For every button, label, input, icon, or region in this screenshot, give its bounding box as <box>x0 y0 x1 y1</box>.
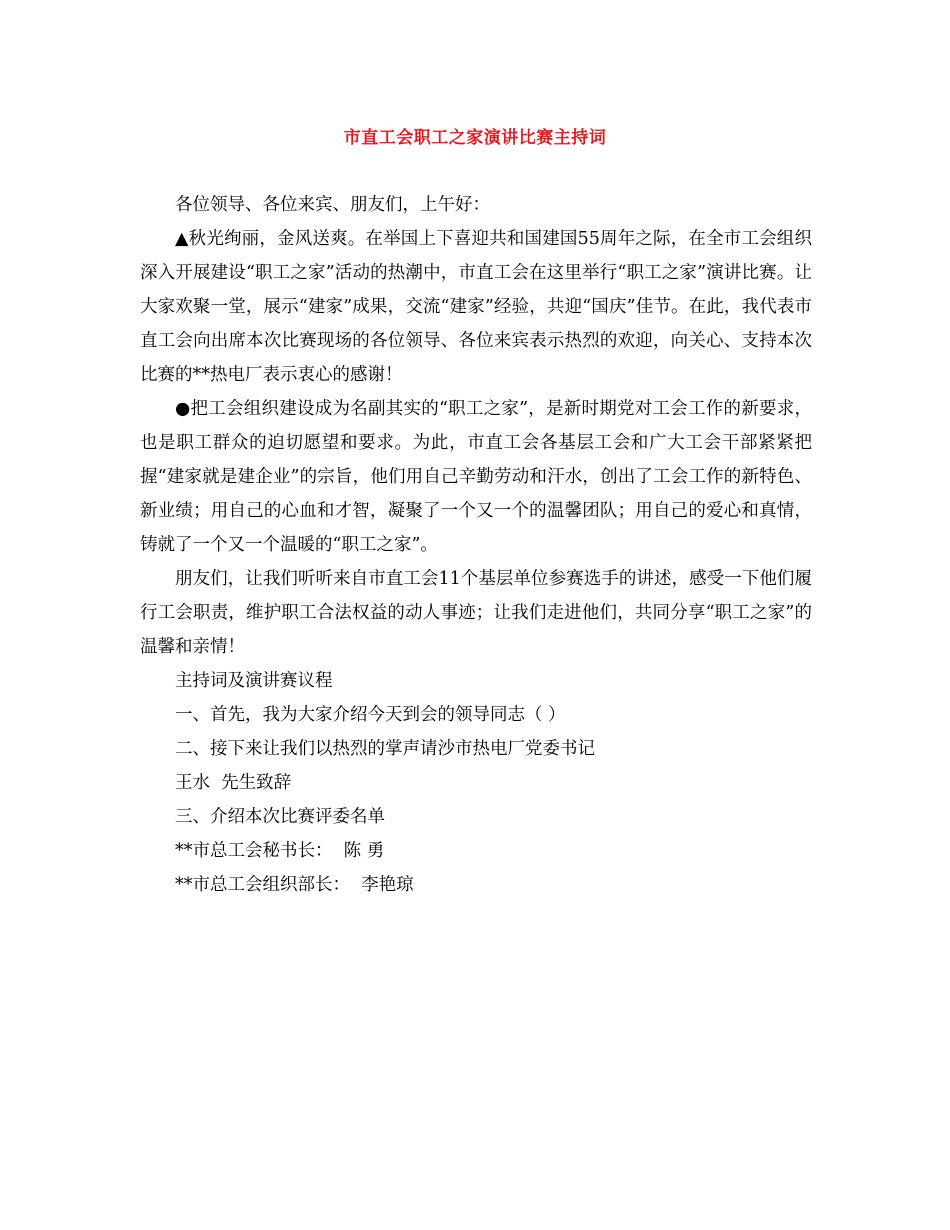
union-paragraph: ●把工会组织建设成为名副其实的“职工之家”，是新时期党对工会工作的新要求，也是职工群众的迫切愿望和要求。为此，市直工会各基层工会和广大工会干部紧紧把握“建家就是建企业”的宗旨，他们用自己辛勤劳动和汗水，创出了工会工作的新特色、新业绩；用自己的心血和才智，凝聚了一个又一个的温馨团队；用自己的爱心和真情，铸就了一个又一个温暖的“职工之家”。 <box>140 399 812 555</box>
judge-line-2: **市总工会组织部长： 李艳琼 <box>175 875 414 895</box>
document-body <box>140 188 812 902</box>
agenda-item-2: 二、接下来让我们以热烈的掌声请沙市热电厂党委书记 <box>175 739 595 759</box>
agenda-item-2-continued: 王水 先生致辞 <box>175 773 292 793</box>
greeting-paragraph: 各位领导、各位来宾、朋友们，上午好： <box>175 195 490 215</box>
opening-paragraph: ▲秋光绚丽，金风送爽。在举国上下喜迎共和国建国55周年之际，在全市工会组织深入开展建设“职工之家”活动的热潮中，市直工会在这里举行“职工之家”演讲比赛。让大家欢聚一堂，展示“建家”成果，交流“建家”经验，共迎“国庆”佳节。在此，我代表市直工会向出席本次比赛现场的各位领导、各位来宾表示热烈的欢迎，向关心、支持本次比赛的**热电厂表示衷心的感谢！ <box>140 229 812 385</box>
agenda-item-1: 一、首先，我为大家介绍今天到会的领导同志（ ） <box>175 705 566 725</box>
agenda-item-3: 三、介绍本次比赛评委名单 <box>175 807 385 827</box>
document-title: 市直工会职工之家演讲比赛主持词 <box>343 128 607 148</box>
agenda-heading: 主持词及演讲赛议程 <box>175 671 333 691</box>
judge-line-1: **市总工会秘书长： 陈 勇 <box>175 841 385 861</box>
friends-paragraph: 朋友们，让我们听听来自市直工会11个基层单位参赛选手的讲述，感受一下他们履行工会职责，维护职工合法权益的动人事迹；让我们走进他们，共同分享“职工之家”的温馨和亲情！ <box>140 569 812 657</box>
